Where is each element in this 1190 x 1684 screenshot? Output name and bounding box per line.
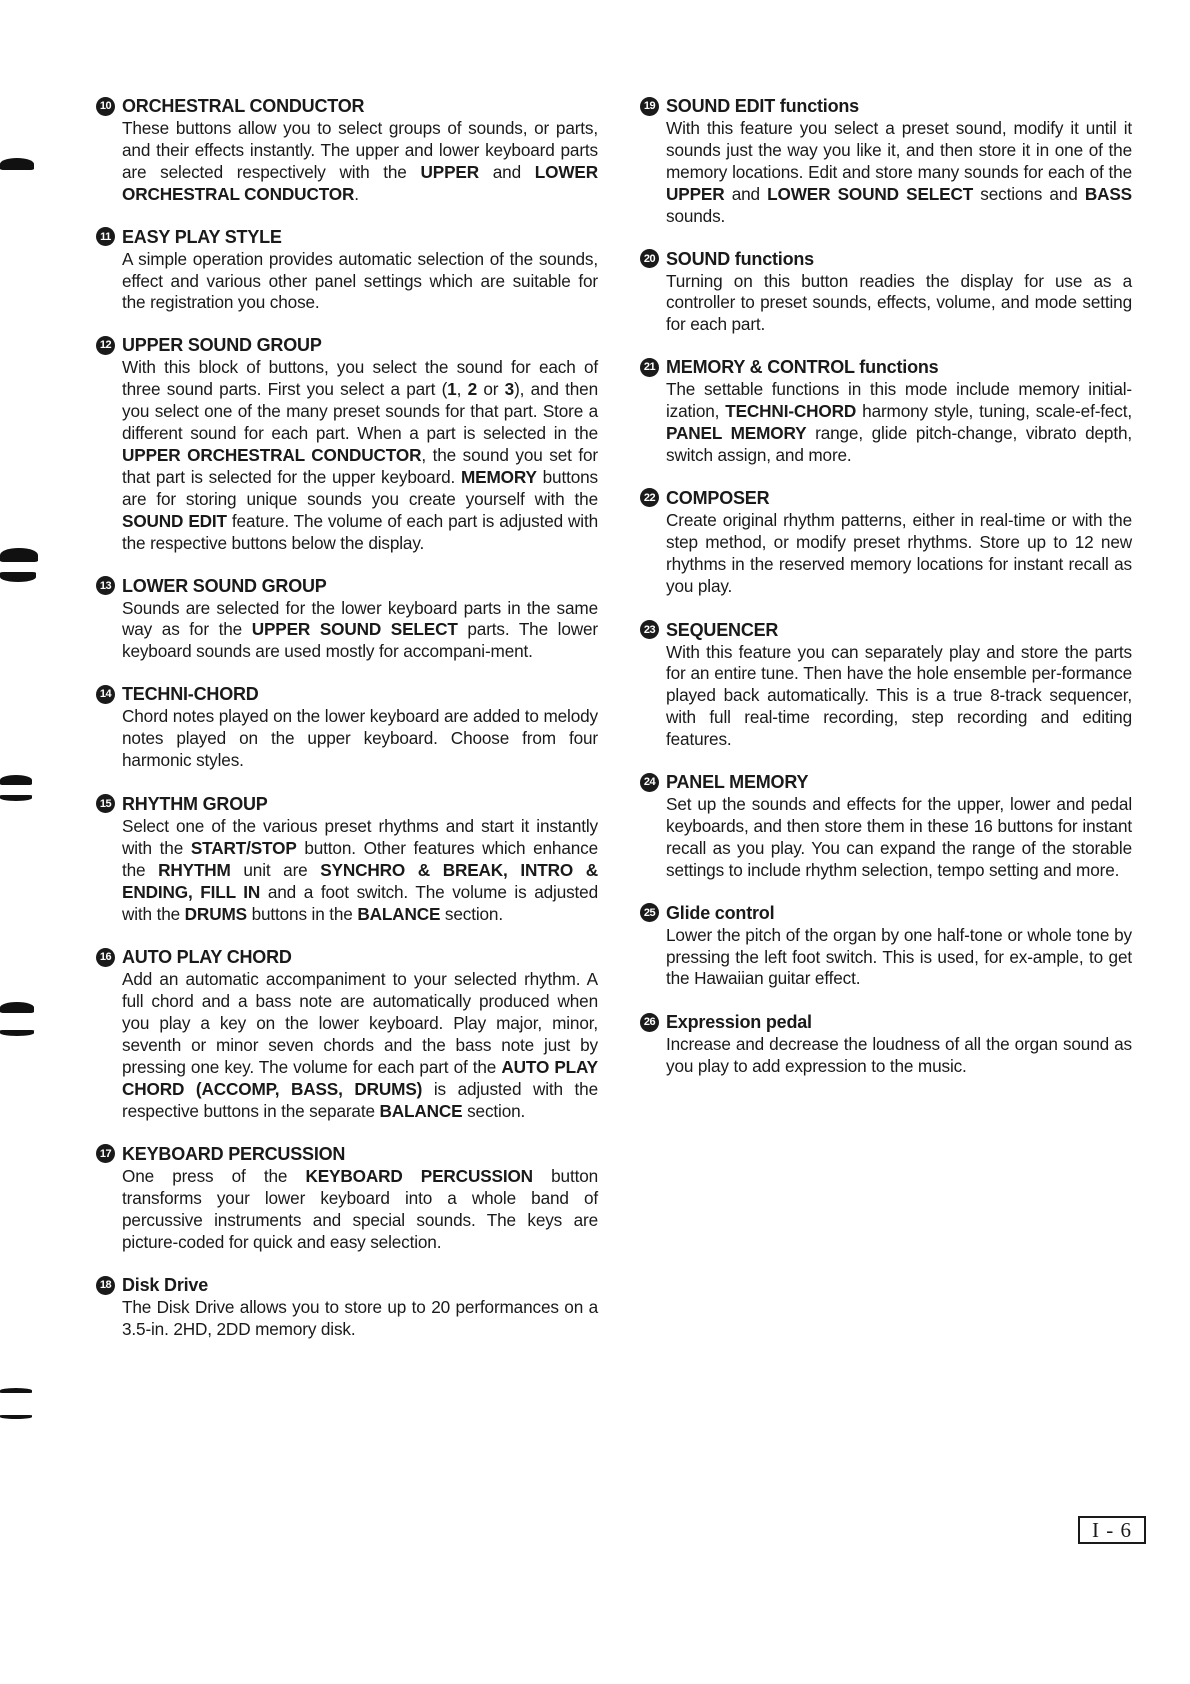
bold-term: 2 [467, 379, 477, 400]
entry-heading [96, 1273, 598, 1297]
binding-mark [0, 158, 34, 170]
entry-12 [96, 333, 598, 554]
bold-term: UPPER [666, 183, 725, 204]
entry-body [122, 969, 598, 1122]
bold-term: RHYTHM [158, 859, 231, 880]
circled-number-icon: 23 [640, 620, 659, 639]
entry-body [122, 706, 598, 772]
body-text: With this feature you can separately play and store the parts for an entire tune. Then have the hole ensemble per-formance played back automatically. This is a true 8-track sequencer, with full real-time recording, step recording and editing features. [666, 641, 1132, 750]
entry-body [122, 816, 598, 926]
entry-body [666, 642, 1132, 752]
entry-16 [96, 945, 598, 1122]
entry-20 [640, 247, 1132, 337]
bold-term: DRUMS [184, 903, 247, 924]
entry-body [122, 598, 598, 664]
entry-title: EASY PLAY STYLE [122, 226, 282, 247]
entry-body [666, 379, 1132, 467]
entry-title: Expression pedal [666, 1012, 812, 1033]
body-text: Lower the pitch of the organ by one half-tone or whole tone by pressing the left foot switch. This is used, for ex-ample, to get the Hawaiian guitar effect. [666, 924, 1132, 989]
entry-13 [96, 574, 598, 664]
entry-title: COMPOSER [666, 487, 770, 508]
body-text: is adjusted with the respective buttons in the separate [122, 1079, 598, 1121]
circled-number-icon: 21 [640, 358, 659, 377]
body-text: ), and then you select one of the many preset sounds for that part. Store a different sound for each part. When a part is selected in the [122, 379, 599, 444]
body-text: section. [462, 1100, 526, 1121]
entry-14 [96, 682, 598, 772]
body-text: A simple operation provides automatic selection of the sounds, effect and various other panel settings which are suitable for the registration you chose. [122, 248, 598, 313]
entry-title: ORCHESTRAL CONDUCTOR [122, 96, 365, 116]
entry-title: TECHNI-CHORD [122, 684, 259, 705]
bold-term: START/STOP [190, 837, 297, 858]
entry-19 [640, 94, 1132, 228]
body-text: , the sound you set for that part is selected for the upper keyboard. [122, 444, 599, 487]
binding-mark [0, 1030, 34, 1036]
bold-term: LOWER ORCHESTRAL CONDUCTOR [122, 161, 598, 204]
body-text: harmony style, tuning, scale-ef-fect, [856, 401, 1132, 422]
body-text: and [724, 183, 768, 204]
entry-heading [96, 682, 598, 706]
entry-heading [96, 333, 598, 357]
circled-number-icon: 11 [96, 227, 115, 246]
entry-title: PANEL MEMORY [666, 772, 809, 793]
bold-term: AUTO PLAY CHORD (ACCOMP, BASS, DRUMS) [122, 1057, 598, 1099]
bold-term: 3 [504, 379, 515, 400]
entry-title: Glide control [666, 902, 775, 923]
entry-heading [96, 225, 598, 249]
body-text: and [478, 161, 535, 182]
entry-heading [640, 94, 1132, 118]
entry-heading [96, 792, 598, 816]
bold-term: LOWER SOUND SELECT [767, 183, 974, 204]
body-text: button. Other features which enhance the [122, 837, 598, 880]
entry-heading [640, 355, 1132, 379]
entry-heading [640, 901, 1132, 925]
circled-number-icon: 24 [640, 773, 659, 792]
circled-number-icon: 19 [640, 97, 659, 116]
entry-body [666, 1034, 1132, 1078]
body-text: sounds. [666, 205, 726, 226]
entry-21 [640, 355, 1132, 467]
entry-24 [640, 770, 1132, 882]
entry-body [122, 1166, 598, 1254]
bold-term: UPPER ORCHESTRAL CONDUCTOR [122, 444, 422, 465]
binding-mark [0, 775, 32, 785]
binding-mark [0, 548, 38, 562]
binding-mark [0, 1415, 32, 1419]
entry-body [666, 271, 1132, 337]
entry-title: SEQUENCER [666, 619, 779, 640]
entry-title: RHYTHM GROUP [122, 793, 268, 814]
body-text: or [476, 379, 505, 400]
body-text: buttons are for storing unique sounds you create yourself with the [122, 466, 598, 509]
circled-number-icon: 16 [96, 948, 115, 967]
entry-heading [96, 94, 598, 118]
entry-18 [96, 1273, 598, 1341]
binding-mark [0, 572, 36, 582]
bold-term: SOUND EDIT [122, 510, 227, 531]
body-text: button transforms your lower keyboard into a whole band of percussive instruments and special sounds. The keys are picture-coded for quick and easy selection. [122, 1165, 599, 1252]
body-text: Chord notes played on the lower keyboard are added to melody notes played on the upper keyboard. Choose from four harmonic styles. [122, 706, 598, 771]
circled-number-icon: 20 [640, 249, 659, 268]
entry-23 [640, 618, 1132, 752]
body-text: and a foot switch. The volume is adjusted with the [122, 881, 598, 924]
entry-heading [640, 770, 1132, 794]
entry-10 [96, 94, 598, 206]
entry-body [666, 510, 1132, 598]
entry-body [122, 1297, 598, 1341]
left-column [96, 94, 598, 1341]
entry-25 [640, 901, 1132, 991]
body-text: The settable functions in this mode include memory initial-ization, [666, 379, 1132, 422]
circled-number-icon: 18 [96, 1276, 115, 1295]
circled-number-icon: 12 [96, 336, 115, 355]
entry-heading [640, 618, 1132, 642]
entry-body [666, 794, 1132, 882]
body-text: These buttons allow you to select groups of sounds, or parts, and their effects instantly. The upper and lower keyboard parts are selected respectively with the [122, 118, 598, 182]
entry-title: AUTO PLAY CHORD [122, 947, 292, 968]
circled-number-icon: 22 [640, 488, 659, 507]
body-text: range, glide pitch-change, vibrato depth, switch assign, and more. [666, 423, 1132, 465]
entry-heading [96, 1142, 598, 1166]
circled-number-icon: 14 [96, 685, 115, 704]
entry-title: Disk Drive [122, 1275, 209, 1296]
entry-body [666, 925, 1132, 991]
entry-title: SOUND EDIT functions [666, 96, 859, 116]
bold-term: KEYBOARD PERCUSSION [305, 1165, 533, 1186]
body-text: parts. The lower keyboard sounds are used mostly for accompani-ment. [122, 619, 598, 662]
entry-title: MEMORY & CONTROL functions [666, 357, 939, 378]
body-text: Set up the sounds and effects for the upper, lower and pedal keyboards, and then store them in these 16 buttons for instant recall as you play. You can expand the range of the storable settings to include rhythm selection, tempo setting and more. [666, 794, 1132, 880]
circled-number-icon: 13 [96, 576, 115, 595]
body-text: , [456, 379, 468, 400]
bold-term: MEMORY [461, 466, 537, 487]
body-text: Create original rhythm patterns, either in real-time or with the step method, or modify preset rhythms. Store up to 12 new rhythms in the reserved memory locations for instant recall as you play. [666, 509, 1132, 596]
bold-term: PANEL MEMORY [666, 423, 807, 444]
body-text: Sounds are selected for the lower keyboard parts in the same way as for the [122, 597, 598, 640]
entry-body [122, 357, 598, 554]
body-text: The Disk Drive allows you to store up to 20 performances on a 3.5-in. 2HD, 2DD memory disk. [122, 1297, 598, 1340]
body-text: With this feature you select a preset sound, modify it until it sounds just the way you like it, and then store it in one of the memory locations. Edit and store many sounds for each of the [666, 118, 1132, 182]
binding-mark [0, 795, 32, 801]
body-text: feature. The volume of each part is adjusted with the respective buttons below the display. [122, 510, 599, 553]
page-number: I - 6 [1078, 1516, 1146, 1544]
body-text: . [354, 183, 359, 204]
circled-number-icon: 17 [96, 1144, 115, 1163]
bold-term: UPPER SOUND SELECT [251, 619, 458, 640]
entry-body [666, 118, 1132, 228]
body-text: With this block of buttons, you select the sound for each of three sound parts. First you select a part ( [122, 357, 598, 400]
body-text: One press of the [122, 1165, 306, 1186]
body-text: Select one of the various preset rhythms and start it instantly with the [122, 815, 598, 858]
body-text: unit are [230, 859, 321, 880]
body-text: sections and [973, 183, 1085, 204]
binding-mark [0, 1388, 32, 1393]
entry-title: SOUND functions [666, 248, 814, 269]
entry-22 [640, 486, 1132, 598]
entry-body [122, 249, 598, 315]
entry-heading [640, 247, 1132, 271]
bold-term: UPPER [420, 161, 479, 182]
entry-title: UPPER SOUND GROUP [122, 335, 322, 356]
entry-11 [96, 225, 598, 315]
body-text: buttons in the [246, 903, 358, 924]
entry-heading [640, 486, 1132, 510]
circled-number-icon: 15 [96, 794, 115, 813]
entry-26 [640, 1010, 1132, 1078]
binding-mark [0, 1002, 34, 1013]
bold-term: SYNCHRO & BREAK, INTRO & ENDING, FILL IN [122, 859, 598, 902]
body-text: section. [440, 903, 503, 924]
body-text: Add an automatic accompaniment to your selected rhythm. A full chord and a bass note are automatically produced when you play a key on the lower keyboard. Play major, minor, seventh or minor seven chords and the bass note just by pressing one key. The volume for each part of the [122, 969, 598, 1078]
circled-number-icon: 25 [640, 903, 659, 922]
right-column [640, 94, 1132, 1078]
bold-term: BALANCE [379, 1100, 463, 1121]
bold-term: BASS [1084, 183, 1132, 204]
bold-term: BALANCE [357, 903, 441, 924]
entry-heading [640, 1010, 1132, 1034]
entry-title: KEYBOARD PERCUSSION [122, 1143, 346, 1164]
bold-term: 1 [447, 379, 457, 400]
body-text: Turning on this button readies the display for use as a controller to preset sounds, effects, volume, and mode setting for each part. [666, 270, 1132, 335]
bold-term: TECHNI-CHORD [725, 401, 857, 422]
entry-17 [96, 1142, 598, 1254]
entry-heading [96, 945, 598, 969]
entry-15 [96, 792, 598, 926]
body-text: Increase and decrease the loudness of all the organ sound as you play to add expression to the music. [666, 1034, 1132, 1077]
entry-heading [96, 574, 598, 598]
circled-number-icon: 26 [640, 1013, 659, 1032]
entry-title: LOWER SOUND GROUP [122, 575, 327, 596]
entry-body [122, 118, 598, 206]
circled-number-icon: 10 [96, 97, 115, 116]
